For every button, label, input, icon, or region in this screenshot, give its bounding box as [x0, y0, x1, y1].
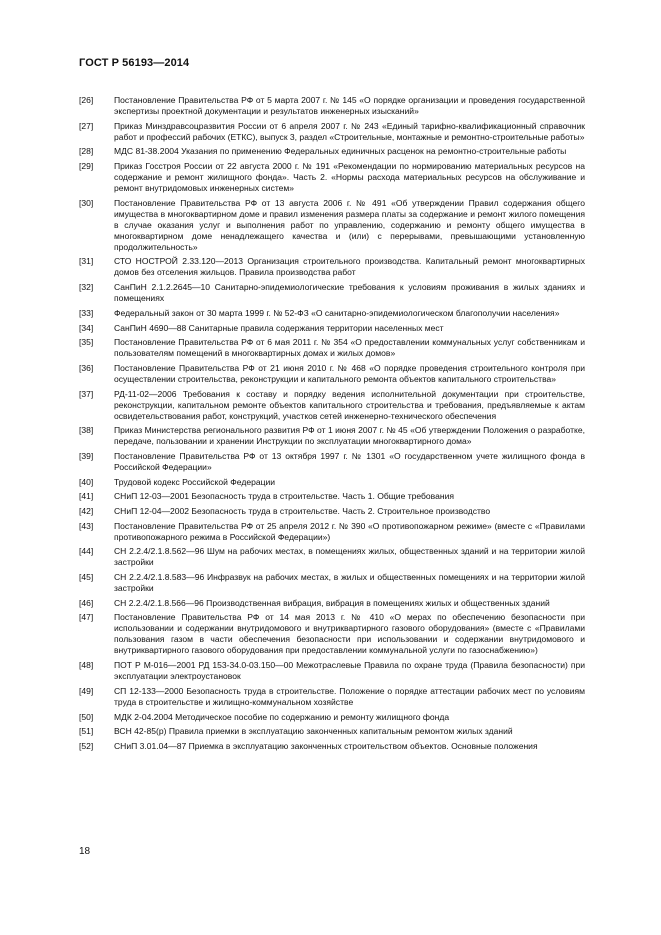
reference-text: СНиП 12-03—2001 Безопасность труда в строительстве. Часть 1. Общие требования	[114, 491, 454, 502]
reference-text: ПОТ Р М-016—2001 РД 153-34.0-03.150—00 Межотраслевые Правила по охране труда (Правила безопасности) при эксплуатации электроустановок	[114, 660, 585, 682]
reference-text: МДС 81-38.2004 Указания по применению Федеральных единичных расценок на ремонтно-строительные работы	[114, 146, 567, 157]
reference-text: Постановление Правительства РФ от 21 июня 2010 г. № 468 «О порядке проведения строительного контроля при осуществлении строительства, реконструкции и капитального ремонта объектов капитального строительства»	[114, 362, 585, 384]
reference-entry	[79, 612, 585, 656]
reference-entry	[79, 308, 585, 319]
reference-number: [29]	[79, 161, 94, 172]
reference-number: [34]	[79, 322, 94, 333]
reference-entry	[79, 598, 585, 609]
reference-text: Приказ Министерства регионального развития РФ от 1 июня 2007 г. № 45 «Об утверждении Положения о разработке, передаче, пользовании и хранении Инструкции по эксплуатации многоквартирного дома»	[114, 425, 585, 447]
reference-number: [35]	[79, 337, 94, 348]
reference-text: СанПиН 2.1.2.2645—10 Санитарно-эпидемиологические требования к условиям проживания в жилых зданиях и помещениях	[114, 282, 585, 304]
reference-entry	[79, 726, 585, 737]
reference-entry	[79, 521, 585, 543]
page-number: 18	[79, 846, 91, 857]
reference-number: [28]	[79, 146, 94, 157]
reference-text: ВСН 42-85(р) Правила приемки в эксплуатацию законченных капитальным ремонтом жилых зданий	[114, 726, 513, 737]
reference-entry	[79, 491, 585, 502]
reference-text: СанПиН 4690—88 Санитарные правила содержания территории населенных мест	[114, 322, 444, 333]
reference-text: Постановление Правительства РФ от 13 октября 1997 г. № 1301 «О государственном учете жилищного фонда в Российской Федерации»	[114, 450, 585, 472]
reference-text: СН 2.2.4/2.1.8.566—96 Производственная вибрация, вибрация в помещениях жилых и общественных зданий	[114, 597, 550, 608]
reference-text: СТО НОСТРОЙ 2.33.120—2013 Организация строительного производства. Капитальный ремонт многоквартирных домов без отселения жильцов. Правила производства работ	[114, 256, 585, 278]
reference-entry	[79, 121, 585, 143]
reference-entry	[79, 282, 585, 304]
reference-number: [41]	[79, 491, 94, 502]
reference-text: Постановление Правительства РФ от 13 августа 2006 г. № 491 «Об утверждении Правил содержания общего имущества в многоквартирном доме и правил изменения размера платы за содержание и ремонт жилого помещения в случае оказания услуг и выполнения работ по управлению, содержанию и ремонту общего имущества в многоквартирном доме ненадлежащего качества и (или) с перерывами, превышающими установленную продолжительность»	[114, 197, 585, 252]
reference-number: [52]	[79, 740, 94, 751]
reference-text: Постановление Правительства РФ от 25 апреля 2012 г. № 390 «О противопожарном режиме» (вместе с «Правилами противопожарного режима в Российской Федерации»)	[114, 520, 585, 542]
reference-entry	[79, 425, 585, 447]
reference-text: Приказ Минздравсоцразвития России от 6 апреля 2007 г. № 243 «Единый тарифно-квалификационный справочник работ и профессий рабочих (ЕТКС), выпуск 3, раздел «Строительные, монтажные и ремонтно-строительные работы»	[114, 120, 585, 142]
reference-number: [44]	[79, 546, 94, 557]
reference-entry	[79, 363, 585, 385]
reference-text: Постановление Правительства РФ от 14 мая 2013 г. № 410 «О мерах по обеспечению безопасности при использовании и содержании внутридомового и внутриквартирного газового оборудования» (вместе с «Правилами пользования газом в части обеспечения безопасности при использовании и содержании внутридомового и внутриквартирного газового оборудования при предоставлении коммунальной услуги по газоснабжению»)	[114, 612, 585, 656]
reference-entry	[79, 572, 585, 594]
reference-entry	[79, 741, 585, 752]
reference-number: [38]	[79, 425, 94, 436]
reference-entry	[79, 323, 585, 334]
reference-number: [26]	[79, 95, 94, 105]
reference-entry	[79, 506, 585, 517]
reference-number: [50]	[79, 711, 94, 722]
reference-entry	[79, 546, 585, 568]
reference-entry	[79, 146, 585, 157]
reference-entry	[79, 389, 585, 422]
reference-text: Федеральный закон от 30 марта 1999 г. № 52-ФЗ «О санитарно-эпидемиологическом благополучии населения»	[114, 307, 560, 318]
reference-number: [27]	[79, 120, 94, 131]
reference-text: РД-11-02—2006 Требования к составу и порядку ведения исполнительной документации при строительстве, реконструкции, капитальном ремонте объектов капитального строительства и требования, предъявляемые к актам освидетельствования работ, конструкций, участков сетей инженерно-технического обеспечения	[114, 388, 585, 421]
reference-entry	[79, 161, 585, 194]
reference-text: Приказ Госстроя России от 22 августа 2000 г. № 191 «Рекомендации по нормированию материальных ресурсов на содержание и ремонт жилищного фонда». Часть 2. «Нормы расхода материальных ресурсов на обслуживание и ремонт внутридомовых инженерных систем»	[114, 161, 585, 194]
reference-text: Постановление Правительства РФ от 5 марта 2007 г. № 145 «О порядке организации и проведения государственной экспертизы проектной документации и результатов инженерных изысканий»	[114, 95, 585, 116]
reference-number: [33]	[79, 307, 94, 318]
reference-text: МДК 2-04.2004 Методическое пособие по содержанию и ремонту жилищного фонда	[114, 711, 450, 722]
reference-number: [47]	[79, 612, 94, 623]
reference-entry	[79, 95, 585, 117]
reference-text: Трудовой кодекс Российской Федерации	[114, 476, 276, 487]
references-list	[79, 95, 585, 756]
reference-entry	[79, 686, 585, 708]
reference-text: СП 12-133—2000 Безопасность труда в строительстве. Положение о порядке аттестации рабочих мест по условиям труда в строительстве и жилищно-коммунальном хозяйстве	[114, 685, 585, 707]
reference-number: [30]	[79, 197, 94, 208]
reference-number: [46]	[79, 597, 94, 608]
reference-number: [39]	[79, 450, 94, 461]
reference-number: [40]	[79, 476, 94, 487]
reference-entry	[79, 198, 585, 253]
reference-number: [42]	[79, 506, 94, 516]
reference-entry	[79, 477, 585, 488]
reference-number: [51]	[79, 726, 94, 737]
reference-number: [48]	[79, 660, 94, 671]
reference-text: СН 2.2.4/2.1.8.562—96 Шум на рабочих местах, в помещениях жилых, общественных зданий и на территории жилой застройки	[114, 546, 585, 568]
reference-text: Постановление Правительства РФ от 6 мая 2011 г. № 354 «О предоставлении коммунальных услуг собственникам и пользователям помещений в многоквартирных домах и жилых домов»	[114, 337, 585, 359]
reference-number: [36]	[79, 362, 94, 373]
reference-entry	[79, 451, 585, 473]
reference-number: [37]	[79, 388, 94, 399]
reference-number: [32]	[79, 282, 94, 293]
reference-entry	[79, 337, 585, 359]
reference-entry	[79, 660, 585, 682]
reference-number: [31]	[79, 256, 94, 267]
reference-text: СНиП 12-04—2002 Безопасность труда в строительстве. Часть 2. Строительное производство	[114, 506, 491, 516]
reference-entry	[79, 256, 585, 278]
reference-entry	[79, 712, 585, 723]
document-header: ГОСТ Р 56193—2014	[79, 57, 190, 69]
reference-number: [49]	[79, 685, 94, 696]
reference-number: [45]	[79, 572, 94, 583]
reference-number: [43]	[79, 520, 94, 531]
reference-text: СН 2.2.4/2.1.8.583—96 Инфразвук на рабочих местах, в жилых и общественных помещениях и на территории жилой застройки	[114, 572, 585, 594]
reference-text: СНиП 3.01.04—87 Приемка в эксплуатацию законченных строительством объектов. Основные положения	[114, 740, 538, 751]
